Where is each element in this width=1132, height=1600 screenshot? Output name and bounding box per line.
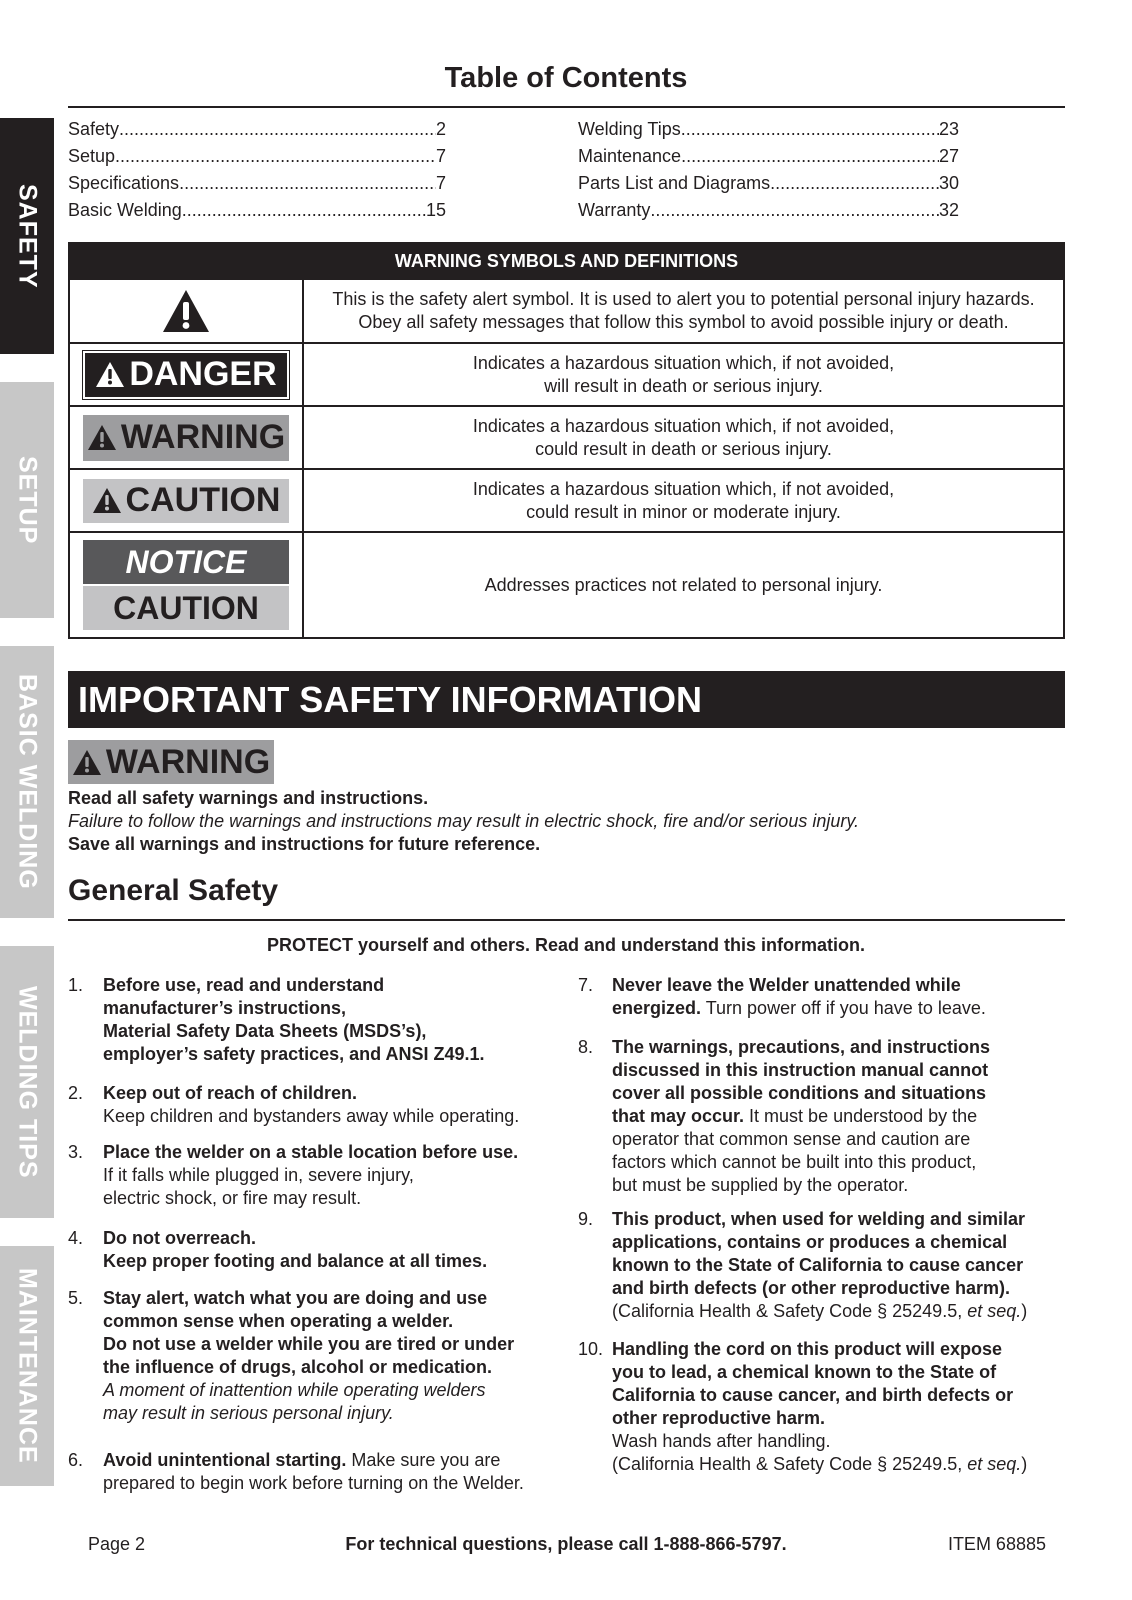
definition-line: could result in minor or moderate injury. bbox=[526, 501, 841, 522]
list-item-line bbox=[103, 1379, 514, 1402]
list-item-text: common sense when operating a welder. bbox=[103, 1311, 454, 1331]
list-item-text: but must be supplied by the operator. bbox=[612, 1175, 909, 1195]
list-item-text: (California Health & Safety Code § 25249.5, bbox=[612, 1301, 968, 1321]
list-item-text: factors which cannot be built into this product, bbox=[612, 1152, 977, 1172]
list-item-text-end: ) bbox=[1021, 1454, 1028, 1474]
list-item-text: Never leave the Welder unattended while bbox=[612, 975, 961, 995]
page-number: Page 2 bbox=[88, 1534, 146, 1554]
list-item-text: The warnings, precautions, and instructions bbox=[612, 1037, 991, 1057]
list-item-text: operator that common sense and caution are bbox=[612, 1129, 971, 1149]
list-item-line bbox=[612, 1300, 1027, 1323]
list-item-number: 2. bbox=[68, 1083, 84, 1103]
toc-entry-warranty[interactable] bbox=[578, 197, 959, 224]
safety-alert-triangle-icon bbox=[95, 361, 125, 388]
tab-setup-label: SETUP bbox=[13, 455, 42, 545]
list-item-line bbox=[103, 974, 485, 997]
warning-table-header: WARNING SYMBOLS AND DEFINITIONS bbox=[70, 244, 1063, 278]
toc-entry-specifications[interactable] bbox=[68, 170, 446, 197]
list-item-text: A moment of inattention while operating welders bbox=[103, 1380, 486, 1400]
list-item-text: applications, contains or produces a chemical bbox=[612, 1232, 1008, 1252]
caution-signal-word: CAUTION bbox=[83, 586, 289, 630]
warning-label: WARNING bbox=[120, 418, 286, 456]
toc-entry-page: 27 bbox=[938, 146, 959, 166]
list-item-text-end: ) bbox=[1021, 1301, 1028, 1321]
warning-signal-word bbox=[68, 740, 274, 784]
list-item-text: Wash hands after handling. bbox=[612, 1431, 831, 1451]
toc-entry-page: 30 bbox=[938, 173, 959, 193]
list-item-line bbox=[612, 1059, 990, 1082]
list-item-text: and birth defects (or other reproductive harm). bbox=[612, 1278, 1011, 1298]
warning-table-row bbox=[70, 468, 1063, 531]
list-item-line bbox=[612, 997, 986, 1020]
list-item-text-rest: Make sure you are bbox=[346, 1450, 501, 1470]
list-item-line bbox=[612, 1128, 990, 1151]
list-item-text: electric shock, or fire may result. bbox=[103, 1188, 362, 1208]
list-item-text: If it falls while plugged in, severe injury, bbox=[103, 1165, 414, 1185]
list-item-text: discussed in this instruction manual cannot bbox=[612, 1060, 989, 1080]
list-item-line bbox=[103, 1141, 518, 1164]
list-item-text: Material Safety Data Sheets (MSDS’s), bbox=[103, 1021, 427, 1041]
list-item-line bbox=[612, 974, 986, 997]
tab-maintenance-label: MAINTENANCE bbox=[13, 1268, 42, 1464]
list-item-text: Avoid unintentional starting. bbox=[103, 1450, 347, 1470]
list-item-line bbox=[103, 1333, 514, 1356]
list-item-line bbox=[612, 1361, 1027, 1384]
list-item-text: energized. bbox=[612, 998, 702, 1018]
danger-label: DANGER bbox=[129, 355, 277, 393]
list-item-line bbox=[103, 1227, 487, 1250]
definition-line: This is the safety alert symbol. It is used to alert you to potential personal injury hazards. bbox=[332, 289, 1035, 309]
list-item-line bbox=[103, 1402, 514, 1425]
toc-entry-label: Specifications bbox=[68, 173, 180, 193]
toc-entry-label: Parts List and Diagrams bbox=[578, 173, 771, 193]
failure-note: Failure to follow the warnings and instructions may result in electric shock, fire and/or serious injury. bbox=[68, 811, 860, 831]
toc-entry-page: 2 bbox=[435, 119, 446, 139]
list-item-line bbox=[612, 1384, 1027, 1407]
list-item-line bbox=[103, 1164, 518, 1187]
definition-line: Obey all safety messages that follow this symbol to avoid possible injury or death. bbox=[358, 312, 1009, 332]
list-item-line bbox=[612, 1407, 1027, 1430]
list-item-text: Keep children and bystanders away while operating. bbox=[103, 1106, 520, 1126]
definition-line: Indicates a hazardous situation which, if not avoided, bbox=[472, 478, 895, 499]
toc-entry-page: 7 bbox=[435, 146, 446, 166]
list-item-line bbox=[612, 1174, 990, 1197]
list-item-line bbox=[103, 1449, 524, 1472]
list-item-number: 9. bbox=[578, 1209, 594, 1229]
list-item-text: Before use, read and understand bbox=[103, 975, 385, 995]
list-item-text: known to the State of California to cause cancer bbox=[612, 1255, 1024, 1275]
list-item-number: 1. bbox=[68, 975, 84, 995]
list-item-text-rest: Turn power off if you have to leave. bbox=[701, 998, 986, 1018]
list-item-number: 3. bbox=[68, 1142, 84, 1162]
list-item-line bbox=[103, 1105, 519, 1128]
list-item-text-italic: et seq. bbox=[967, 1301, 1022, 1321]
list-item-number: 5. bbox=[68, 1288, 84, 1308]
toc-rule bbox=[68, 106, 1065, 108]
list-item-text: Stay alert, watch what you are doing and use bbox=[103, 1288, 488, 1308]
save-warnings: Save all warnings and instructions for future reference. bbox=[68, 834, 541, 854]
toc-title: Table of Contents bbox=[444, 62, 688, 94]
list-item-line bbox=[612, 1430, 1027, 1453]
list-item-line bbox=[612, 1105, 990, 1128]
list-item-text-rest: It must be understood by the bbox=[744, 1106, 978, 1126]
list-item-number: 4. bbox=[68, 1228, 84, 1248]
toc-entry-page: 7 bbox=[435, 173, 446, 193]
list-item-text: prepared to begin work before turning on the Welder. bbox=[103, 1473, 524, 1493]
safety-alert-triangle-icon bbox=[87, 424, 117, 451]
tab-basic-welding-label: BASIC WELDING bbox=[13, 674, 42, 890]
list-item-text: Keep out of reach of children. bbox=[103, 1083, 358, 1103]
toc-entry-safety[interactable] bbox=[68, 116, 446, 143]
list-item-line bbox=[103, 1082, 519, 1105]
definition-line: will result in death or serious injury. bbox=[544, 375, 823, 396]
list-item-line bbox=[103, 1356, 514, 1379]
list-item-text: may result in serious personal injury. bbox=[103, 1403, 394, 1423]
list-item-line bbox=[612, 1254, 1027, 1277]
list-item-line bbox=[103, 1020, 485, 1043]
tab-basic-welding[interactable] bbox=[0, 646, 54, 918]
list-item-text: Place the welder on a stable location before use. bbox=[103, 1142, 519, 1162]
read-all-warnings: Read all safety warnings and instructions. bbox=[68, 788, 429, 808]
list-item-line bbox=[103, 1187, 518, 1210]
toc-entry-page: 15 bbox=[425, 200, 446, 220]
list-item-line bbox=[612, 1151, 990, 1174]
warning-signal-word bbox=[83, 415, 289, 461]
list-item-line bbox=[612, 1231, 1027, 1254]
list-item-line bbox=[612, 1277, 1027, 1300]
list-item-line bbox=[612, 1036, 990, 1059]
list-item-number: 8. bbox=[578, 1037, 594, 1057]
list-item-number: 7. bbox=[578, 975, 594, 995]
list-item-text-italic: et seq. bbox=[967, 1454, 1022, 1474]
list-item-line bbox=[612, 1338, 1027, 1361]
tab-maintenance[interactable] bbox=[0, 1246, 54, 1486]
toc-entry-maintenance[interactable] bbox=[578, 143, 959, 170]
tab-safety[interactable] bbox=[0, 118, 54, 354]
list-item-text: Keep proper footing and balance at all times. bbox=[103, 1251, 488, 1271]
toc-entry-basic-welding[interactable] bbox=[68, 197, 446, 224]
list-item-text: that may occur. bbox=[612, 1106, 745, 1126]
important-safety-banner: IMPORTANT SAFETY INFORMATION bbox=[68, 671, 1065, 728]
definition-line: Addresses practices not related to personal injury. bbox=[484, 574, 883, 595]
warning-table-row bbox=[70, 531, 1063, 637]
list-item-text: (California Health & Safety Code § 25249.5, bbox=[612, 1454, 968, 1474]
notice-signal-word: NOTICE bbox=[83, 540, 289, 584]
toc-entry-parts-list[interactable] bbox=[578, 170, 959, 197]
toc-entry-setup[interactable] bbox=[68, 143, 446, 170]
toc-entry-page: 32 bbox=[938, 200, 959, 220]
list-item-text: other reproductive harm. bbox=[612, 1408, 826, 1428]
toc-entry-page: 23 bbox=[938, 119, 959, 139]
list-item-text: California to cause cancer, and birth defects or bbox=[612, 1385, 1014, 1405]
toc-entry-label: Warranty bbox=[578, 200, 651, 220]
toc-entry-label: Setup bbox=[68, 146, 116, 166]
toc-entry-label: Welding Tips bbox=[578, 119, 681, 139]
tab-welding-tips[interactable] bbox=[0, 946, 54, 1218]
warning-table-row bbox=[70, 278, 1063, 342]
toc-entry-label: Basic Welding bbox=[68, 200, 182, 220]
warning-table-row bbox=[70, 342, 1063, 405]
warning-table-row bbox=[70, 405, 1063, 468]
list-item-line bbox=[103, 1250, 487, 1273]
list-item-text: Do not use a welder while you are tired or under bbox=[103, 1334, 515, 1354]
list-item-text: This product, when used for welding and similar bbox=[612, 1209, 1026, 1229]
section-title: General Safety bbox=[68, 874, 279, 907]
safety-alert-triangle-icon bbox=[161, 288, 211, 334]
list-item-number: 10. bbox=[578, 1339, 604, 1359]
list-item-line bbox=[103, 997, 485, 1020]
tab-safety-label: SAFETY bbox=[13, 183, 42, 289]
definition-line: Indicates a hazardous situation which, if not avoided, bbox=[472, 415, 895, 436]
tab-setup[interactable] bbox=[0, 382, 54, 618]
technical-questions: For technical questions, please call 1-888-866-5797. bbox=[345, 1534, 787, 1554]
item-number: ITEM 68885 bbox=[947, 1534, 1046, 1554]
toc-entry-label: Maintenance bbox=[578, 146, 682, 166]
list-item-line bbox=[612, 1208, 1027, 1231]
list-item-text: Handling the cord on this product will expose bbox=[612, 1339, 1003, 1359]
list-item-line bbox=[612, 1453, 1027, 1476]
safety-alert-triangle-icon bbox=[92, 487, 122, 514]
definition-line: could result in death or serious injury. bbox=[535, 438, 832, 459]
list-item-line bbox=[103, 1043, 485, 1066]
list-item-line bbox=[612, 1082, 990, 1105]
section-rule bbox=[68, 919, 1065, 921]
tab-welding-tips-label: WELDING TIPS bbox=[13, 985, 42, 1179]
caution-label: CAUTION bbox=[125, 481, 281, 519]
toc-entry-label: Safety bbox=[68, 119, 120, 139]
list-item-text: the influence of drugs, alcohol or medication. bbox=[103, 1357, 493, 1377]
definition-line: Indicates a hazardous situation which, if not avoided, bbox=[472, 352, 895, 373]
danger-signal-word bbox=[83, 351, 289, 399]
warning-symbols-table bbox=[68, 242, 1065, 639]
list-item-line bbox=[103, 1287, 514, 1310]
safety-alert-triangle-icon bbox=[72, 749, 102, 776]
warning-label: WARNING bbox=[105, 742, 271, 781]
list-item-text: cover all possible conditions and situations bbox=[612, 1083, 987, 1103]
list-item-line bbox=[103, 1310, 514, 1333]
toc-left-column bbox=[68, 116, 446, 224]
list-item-text: you to lead, a chemical known to the State of bbox=[612, 1362, 997, 1382]
list-item-text: employer’s safety practices, and ANSI Z49.1. bbox=[103, 1044, 485, 1064]
toc-right-column bbox=[578, 116, 959, 224]
list-item-line bbox=[103, 1472, 524, 1495]
toc-entry-welding-tips[interactable] bbox=[578, 116, 959, 143]
protect-statement: PROTECT yourself and others. Read and understand this information. bbox=[266, 935, 866, 955]
list-item-number: 6. bbox=[68, 1450, 84, 1470]
caution-signal-word bbox=[83, 479, 289, 523]
list-item-text: Do not overreach. bbox=[103, 1228, 257, 1248]
list-item-text: manufacturer’s instructions, bbox=[103, 998, 347, 1018]
